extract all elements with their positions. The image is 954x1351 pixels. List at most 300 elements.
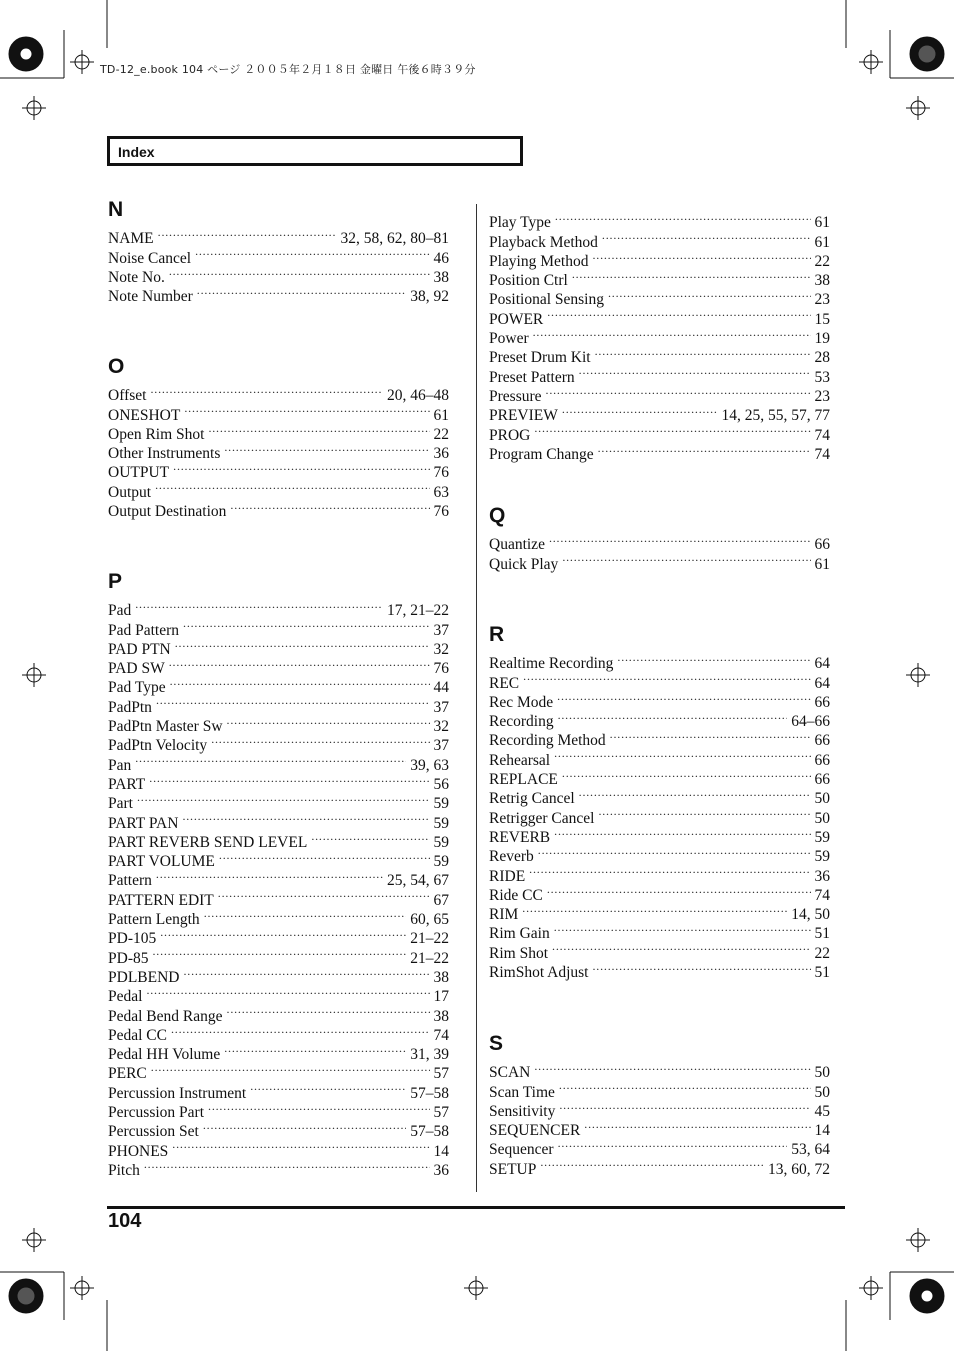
index-term: Pressure [489,387,542,405]
dot-leader [184,400,429,419]
index-term: Pattern Length [108,911,200,929]
dot-leader [250,1078,406,1097]
index-term: Pedal HH Volume [108,1046,221,1064]
index-page-refs: 57–58 [410,1084,449,1102]
index-page-refs: 57–58 [410,1123,449,1141]
index-page-refs: 53, 64 [791,1141,830,1159]
index-page-refs: 50 [814,1064,830,1082]
dot-leader [195,243,429,262]
index-entry [108,381,449,405]
index-page-refs: 59 [433,833,449,851]
dot-leader [160,924,406,943]
index-term: PadPtn Master Sw [108,718,223,736]
index-page-refs: 53 [814,368,830,386]
dot-leader [158,224,337,243]
dot-leader [149,770,429,789]
dot-leader [562,401,718,420]
index-term: Retrigger Cancel [489,809,595,827]
index-term: PROG [489,426,531,444]
dot-leader [579,362,811,381]
index-entry [108,1156,449,1179]
dot-leader [593,958,811,977]
index-entry [489,861,830,885]
index-page-refs: 59 [814,848,830,866]
index-term: PadPtn [108,698,152,716]
index-term: Note Number [108,288,193,306]
dot-leader [204,905,407,924]
index-term: Quantize [489,536,545,554]
dot-leader [562,765,811,784]
dot-leader [552,938,810,957]
index-page-refs: 28 [814,349,830,367]
index-term: PD-105 [108,930,157,948]
dot-leader [224,439,429,458]
index-term: REC [489,674,520,692]
index-term: Sensitivity [489,1102,556,1120]
index-term: POWER [489,310,544,328]
index-page-refs: 31, 39 [410,1046,449,1064]
index-page-refs: 74 [814,445,830,463]
index-entry [108,789,449,813]
dot-leader [218,885,430,904]
dot-leader [558,707,788,726]
index-term: Positional Sensing [489,291,604,309]
dot-leader [208,420,429,439]
index-page-refs: 38 [433,268,449,286]
index-term: Output [108,483,152,501]
index-term: ONESHOT [108,406,181,424]
dot-leader [137,789,430,808]
index-page-refs: 15 [814,310,830,328]
index-entry [489,881,830,904]
index-term: Open Rim Shot [108,425,205,443]
index-term: Recording Method [489,732,606,750]
dot-leader [595,343,811,362]
index-entry [108,963,449,986]
index-page-refs: 37 [433,621,449,639]
index-page-refs: 66 [814,751,830,769]
index-entry [489,649,830,673]
index-term: PAD SW [108,660,165,678]
dot-leader [598,803,810,822]
index-term: Sequencer [489,1141,554,1159]
index-letter-heading: P [108,570,123,593]
index-term: PREVIEW [489,407,558,425]
section-title: Index [118,144,155,160]
index-page-refs: 14, 50 [791,906,830,924]
index-term: RimShot Adjust [489,964,589,982]
index-term: Scan Time [489,1083,555,1101]
index-page-refs: 66 [814,732,830,750]
index-term: Pad Pattern [108,621,180,639]
dot-leader [183,963,429,982]
index-term: PART PAN [108,814,179,832]
index-term: Pan [108,756,132,774]
starburst-mark-top-left [9,37,43,71]
index-entry [489,420,830,444]
index-page-refs: 46 [433,249,449,267]
index-entry [108,497,449,521]
index-page-refs: 38 [814,272,830,290]
index-entry [108,943,449,967]
index-term: PadPtn Velocity [108,737,208,755]
index-term: Rec Mode [489,693,554,711]
index-term: Rehearsal [489,751,551,769]
index-page-refs: 61 [433,406,449,424]
index-entry [489,688,830,711]
index-entry [108,615,449,639]
index-term: PART [108,775,146,793]
index-term: Note No. [108,268,165,286]
dot-leader [540,1154,764,1173]
index-entry [108,885,449,909]
index-entry [108,1001,449,1025]
index-page-refs: 45 [814,1102,830,1120]
dot-leader [155,477,429,496]
index-page-refs: 67 [433,891,449,909]
dot-leader [144,1156,430,1175]
dot-leader [602,227,811,246]
index-term: Recording [489,713,554,731]
index-term: Pattern [108,872,152,890]
index-page-refs: 66 [814,536,830,554]
index-term: Playing Method [489,252,589,270]
index-page-refs: 59 [814,828,830,846]
dot-leader [311,828,429,847]
index-page-refs: 19 [814,330,830,348]
dot-leader [170,673,430,692]
index-page-refs: 37 [433,737,449,755]
dot-leader [227,712,430,731]
index-letter-group [108,568,449,1179]
index-term: REPLACE [489,771,558,789]
dot-leader [208,1098,429,1117]
index-term: Pad [108,602,132,620]
index-term: Preset Pattern [489,368,575,386]
dot-leader [183,615,429,634]
index-page-refs: 22 [433,425,449,443]
index-entry [108,477,449,501]
index-entry [489,842,830,866]
index-page-refs: 74 [433,1026,449,1044]
index-term: PDLBEND [108,968,180,986]
index-term: Preset Drum Kit [489,349,591,367]
index-page-refs: 56 [433,775,449,793]
index-page-refs: 61 [814,555,830,573]
dot-leader [169,654,430,673]
dot-leader [152,943,406,962]
index-page-refs: 59 [433,814,449,832]
index-page-refs: 20, 46–48 [387,387,449,405]
index-term: Realtime Recording [489,655,614,673]
dot-leader [534,1058,810,1077]
index-entry [489,900,830,924]
dot-leader [579,784,811,803]
dot-leader [171,1021,430,1040]
dot-leader [230,497,429,516]
index-entry [108,1059,449,1083]
dot-leader [172,1136,429,1155]
dot-leader [146,982,429,1001]
index-page-refs: 36 [433,445,449,463]
dot-leader [534,420,810,439]
dot-leader [522,900,787,919]
index-page-refs: 23 [814,387,830,405]
index-letter-group [489,502,830,573]
dot-leader [197,282,406,301]
index-term: Playback Method [489,233,598,251]
dot-leader [562,549,810,568]
index-page-refs: 25, 54, 67 [387,872,449,890]
dot-leader [555,208,811,227]
index-page-refs: 37 [433,698,449,716]
dot-leader [598,440,811,459]
index-entry [108,770,449,793]
index-page-refs: 22 [814,944,830,962]
dot-leader [156,692,430,711]
dot-leader [533,324,811,343]
index-page-refs: 17, 21–22 [387,602,449,620]
index-page-refs: 38, 92 [410,288,449,306]
index-term: SETUP [489,1160,537,1178]
dot-leader [150,381,383,400]
index-page-refs: 50 [814,809,830,827]
index-letter-heading: R [489,623,505,646]
page-number: 104 [108,1210,142,1232]
index-term: RIM [489,906,519,924]
dot-leader [151,1059,430,1078]
index-page-refs: 51 [814,925,830,943]
index-entry [489,208,830,232]
index-term: Noise Cancel [108,249,192,267]
dot-leader [156,866,383,885]
index-page-refs: 50 [814,1083,830,1101]
dot-leader [592,247,810,266]
index-entry [108,808,449,832]
starburst-mark-top-right [910,37,944,71]
index-term: Pedal Bend Range [108,1007,223,1025]
index-page-refs: 50 [814,790,830,808]
index-entry [489,668,830,692]
index-term: Power [489,330,529,348]
index-term: Output Destination [108,503,227,521]
index-term: Pad Type [108,679,166,697]
index-entry [108,692,449,716]
index-term: Percussion Part [108,1104,205,1122]
dot-leader [135,750,406,769]
index-page-refs: 60, 65 [410,911,449,929]
dot-leader [182,808,429,827]
dot-leader [554,745,810,764]
dot-leader [538,842,811,861]
index-entry [489,530,830,554]
index-letter-group [108,353,449,521]
index-page-refs: 14 [433,1142,449,1160]
index-page-refs: 32 [433,718,449,736]
dot-leader [608,285,811,304]
dot-leader [610,726,811,745]
index-term: Ride CC [489,886,543,904]
index-letter-group [489,1030,830,1178]
index-page-refs: 76 [433,503,449,521]
index-term: NAME [108,230,154,248]
crosshair-target [70,50,94,74]
index-term: Position Ctrl [489,272,568,290]
dot-leader [559,1077,811,1096]
index-term: OUTPUT [108,464,170,482]
index-term: Quick Play [489,555,559,573]
index-term: Reverb [489,848,534,866]
index-entry [489,919,830,943]
starburst-mark-bottom-right [910,1279,944,1313]
index-term: PART VOLUME [108,853,215,871]
index-page-refs: 36 [814,867,830,885]
index-entry [489,440,830,463]
index-page-refs: 59 [433,853,449,871]
index-page-refs: 61 [814,233,830,251]
dot-leader [584,1116,810,1135]
index-page-refs: 39, 63 [410,756,449,774]
index-letter-group [489,621,830,982]
index-term: PD-85 [108,949,149,967]
index-term: RIDE [489,867,526,885]
index-page-refs: 51 [814,964,830,982]
dot-leader [203,1117,406,1136]
index-page-refs: 61 [814,214,830,232]
dot-leader [547,304,810,323]
index-term: PAD PTN [108,640,171,658]
index-page-refs: 64 [814,655,830,673]
dot-leader [546,382,811,401]
dot-leader [554,823,810,842]
dot-leader [175,635,430,654]
dot-leader [559,1097,810,1116]
index-term: Retrig Cancel [489,790,575,808]
index-page-refs: 66 [814,771,830,789]
index-term: SEQUENCER [489,1122,581,1140]
dot-leader [617,649,810,668]
index-page-refs: 76 [433,660,449,678]
dot-leader [523,668,810,687]
index-term: Offset [108,387,147,405]
index-entry [108,400,449,424]
index-page-refs: 64–66 [791,713,830,731]
index-entry [489,1058,830,1082]
index-entry [108,866,449,890]
dot-leader [224,1040,406,1059]
index-entry [108,750,449,774]
dot-leader [173,458,429,477]
dot-leader [557,688,810,707]
index-page-refs: 32, 58, 62, 80–81 [340,230,449,248]
index-entry [489,1154,830,1178]
index-term: Pitch [108,1161,140,1179]
index-entry [108,243,449,267]
dot-leader [135,596,383,615]
index-term: Percussion Instrument [108,1084,247,1102]
index-page-refs: 17 [433,988,449,1006]
index-page-refs: 13, 60, 72 [768,1160,830,1178]
index-entry [108,224,449,248]
index-term: PHONES [108,1142,169,1160]
index-page-refs: 38 [433,1007,449,1025]
index-entry [489,324,830,348]
index-term: Pedal [108,988,143,1006]
index-page-refs: 64 [814,674,830,692]
index-term: Other Instruments [108,445,221,463]
dot-leader [169,263,430,282]
index-term: PART REVERB SEND LEVEL [108,833,308,851]
file-info-header: TD-12_e.book 104 ページ ２００５年２月１８日 金曜日 午後６時３９分 [100,63,476,76]
dot-leader [219,847,430,866]
index-term: Pedal CC [108,1026,167,1044]
index-entry [108,1078,449,1102]
index-entry [489,343,830,367]
index-page-refs: 44 [433,679,449,697]
starburst-mark-bottom-left [9,1279,43,1313]
index-term: Percussion Set [108,1123,199,1141]
index-page-refs: 14, 25, 55, 57, 77 [721,407,830,425]
index-letter-group [489,208,830,463]
dot-leader [549,530,811,549]
index-term: Program Change [489,445,594,463]
index-term: PATTERN EDIT [108,891,214,909]
index-page-refs: 38 [433,968,449,986]
index-entry [489,1077,830,1101]
index-term: Rim Gain [489,925,550,943]
index-entry [108,712,449,736]
index-page-refs: 32 [433,640,449,658]
index-page-refs: 36 [433,1161,449,1179]
index-page-refs: 57 [433,1065,449,1083]
index-letter-group [108,196,449,306]
dot-leader [554,919,811,938]
index-page-refs: 21–22 [410,930,449,948]
index-page-refs: 66 [814,693,830,711]
index-page-refs: 57 [433,1104,449,1122]
dot-leader [529,861,810,880]
dot-leader [227,1001,430,1020]
index-letter-heading: S [489,1032,504,1055]
index-page-refs: 76 [433,464,449,482]
index-term: Rim Shot [489,944,549,962]
index-term: PERC [108,1065,147,1083]
dot-leader [211,731,429,750]
index-letter-heading: N [108,198,124,221]
dot-leader [547,881,811,900]
footer-rule [107,1206,845,1209]
section-title-box [107,136,523,166]
index-page-refs: 59 [433,795,449,813]
index-page-refs: 63 [433,483,449,501]
index-term: REVERB [489,828,551,846]
dot-leader [558,1135,788,1154]
index-page-refs: 74 [814,426,830,444]
index-entry [108,596,449,620]
index-term: SCAN [489,1064,531,1082]
index-page-refs: 14 [814,1122,830,1140]
index-page-refs: 21–22 [410,949,449,967]
index-letter-heading: Q [489,504,506,527]
index-entry [108,982,449,1006]
index-term: Play Type [489,214,551,232]
index-term: Part [108,795,133,813]
index-page-refs: 23 [814,291,830,309]
dot-leader [572,266,811,285]
index-page-refs: 74 [814,886,830,904]
index-page-refs: 22 [814,252,830,270]
index-letter-heading: O [108,355,125,378]
